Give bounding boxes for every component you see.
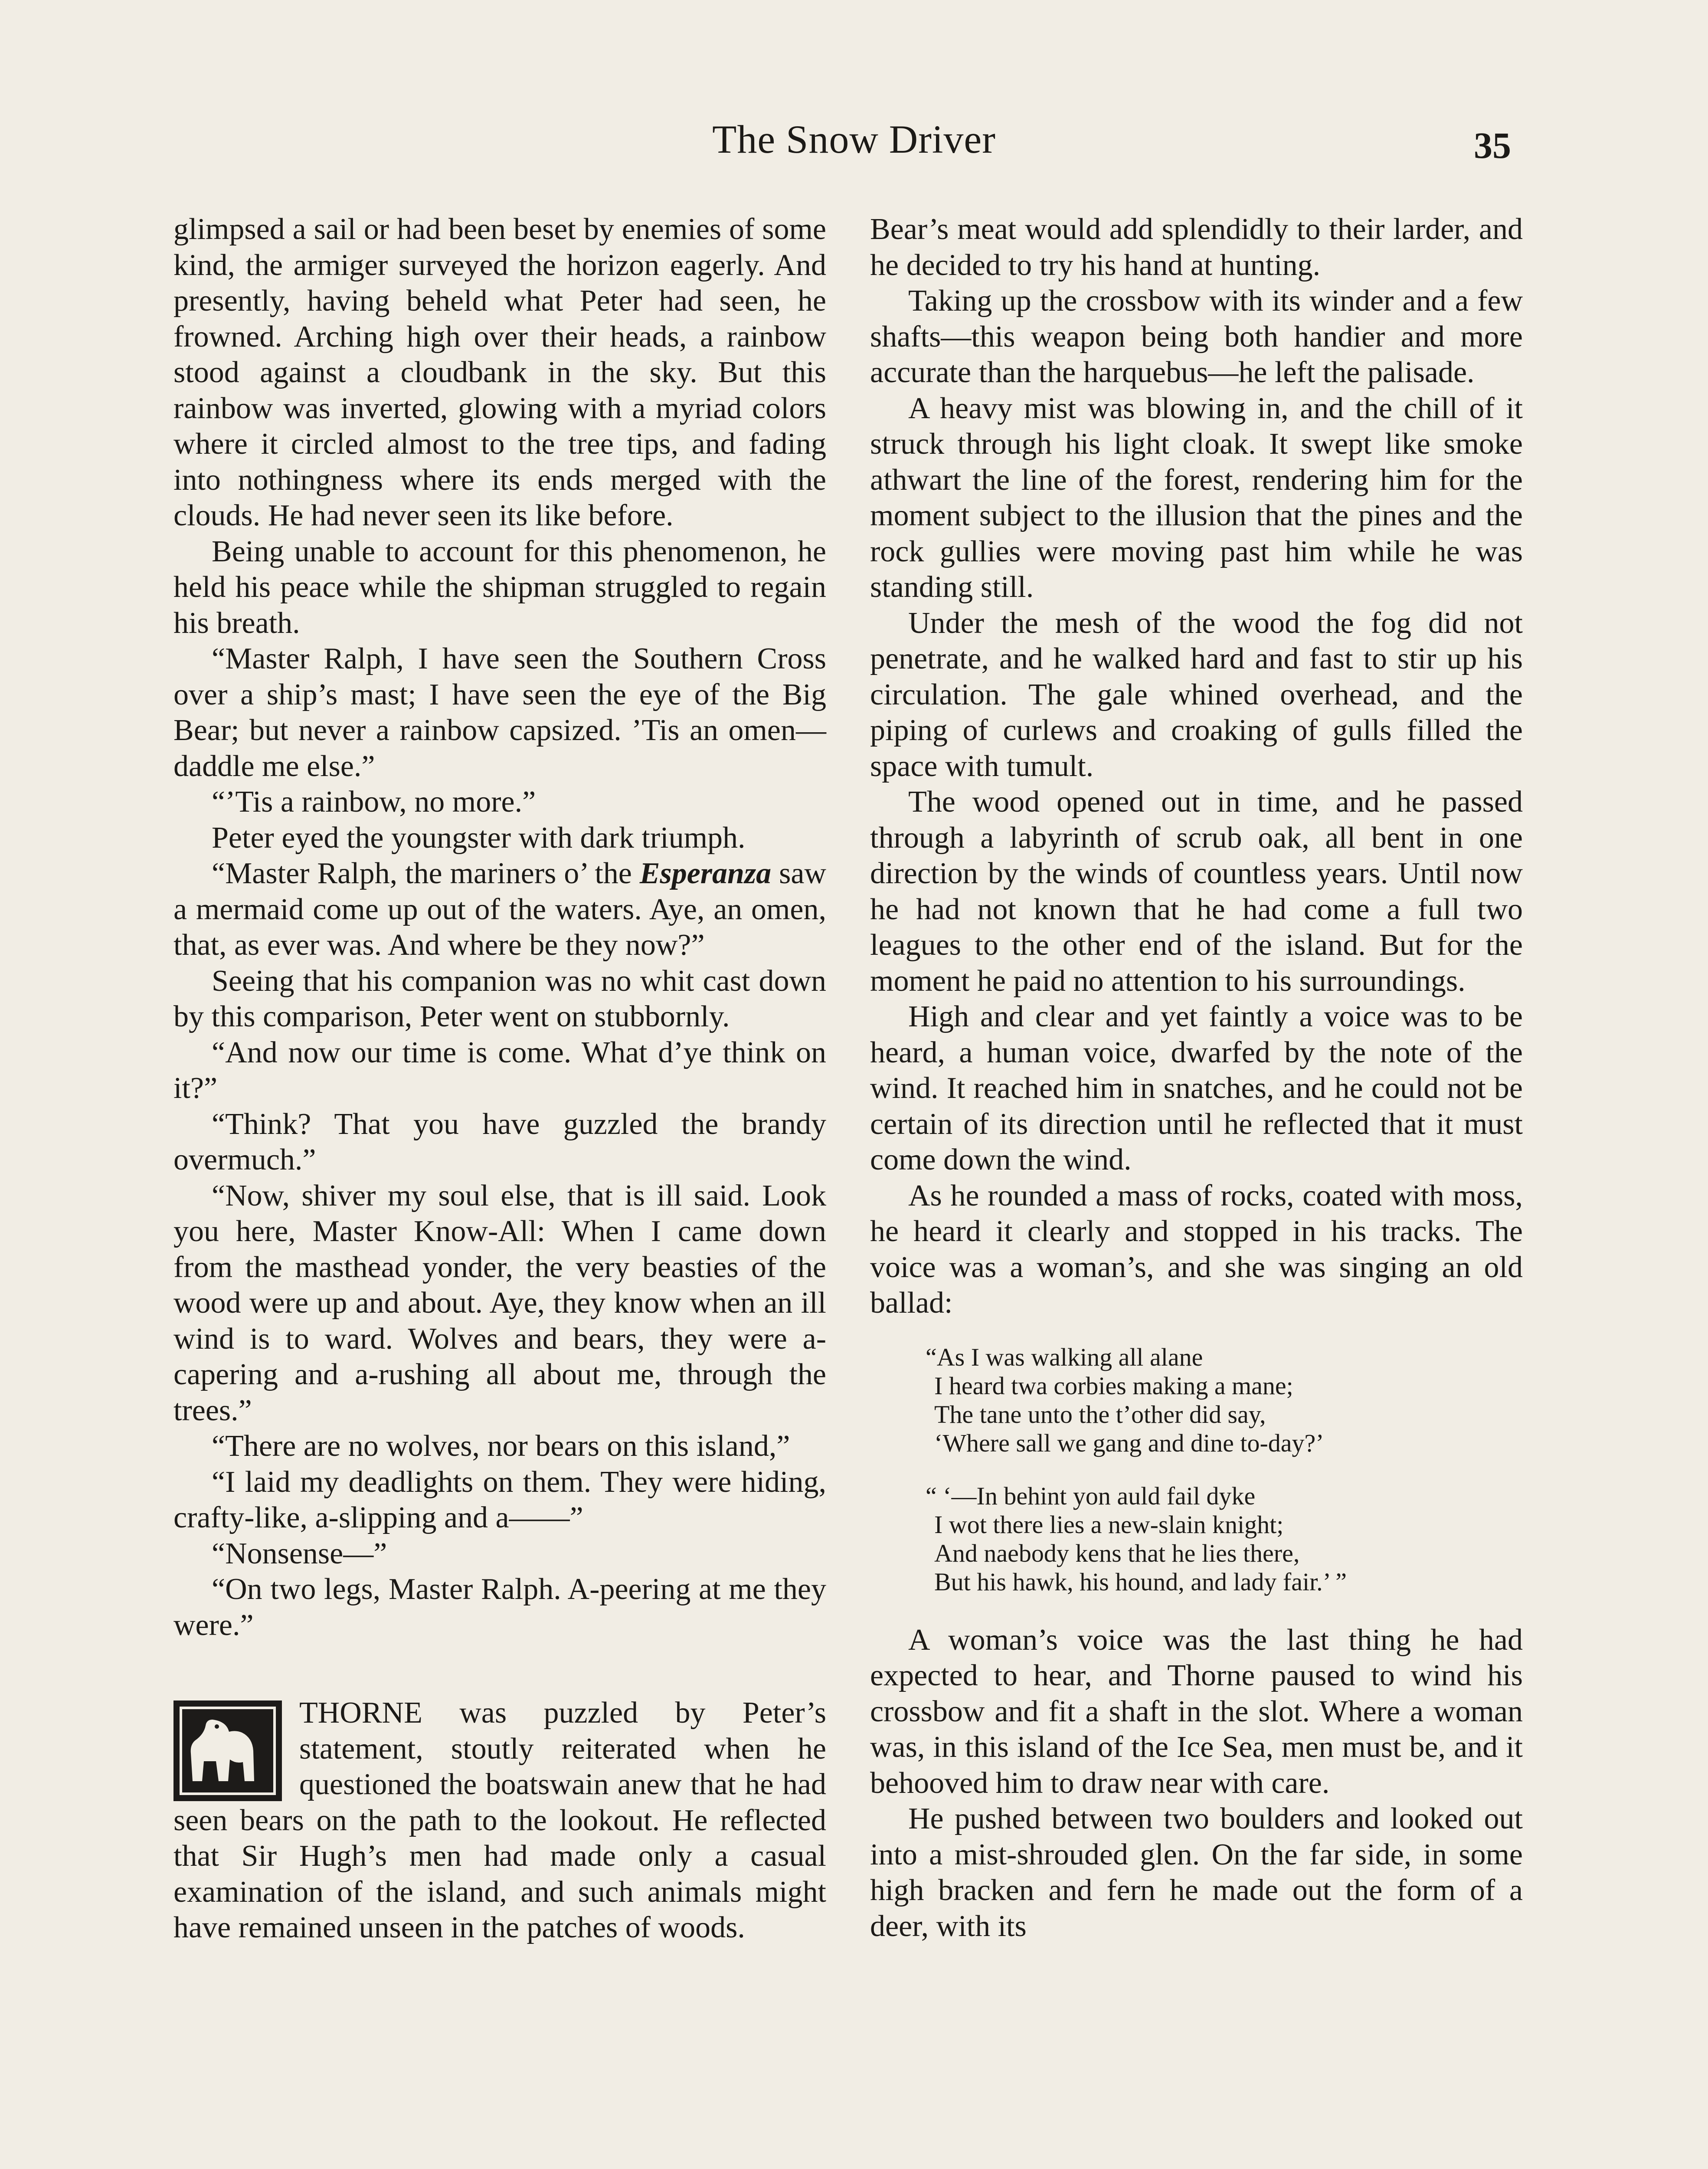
- paragraph: “On two legs, Master Ralph. A-peering at me they were.”: [173, 1573, 826, 1642]
- poem-line: ‘Where sall we gang and dine to-day?’: [934, 1429, 1324, 1457]
- poem-line: The tane unto the t’other did say,: [934, 1400, 1266, 1429]
- paragraph: “And now our time is come. What d’ye think on it?”: [173, 1035, 826, 1105]
- paragraph: Being unable to account for this phenomenon, he held his peace while the shipman struggled to regain his breath.: [173, 534, 826, 640]
- paragraph-esperanza: [173, 856, 826, 963]
- paragraph: A woman’s voice was the last thing he had expected to hear, and Thorne paused to wind his crossbow and fit a shaft in the slot. Where a woman was, in this island of the Ice Sea, men must be, and it behooved him to draw near with care.: [870, 1623, 1523, 1800]
- paragraph: A heavy mist was blowing in, and the chill of it struck through his light cloak. It swept like smoke athwart the line of the forest, rendering him for the moment subject to the illusion that the pines and the rock gullies were moving past him while he was standing still.: [870, 391, 1523, 604]
- post-poem-text: [870, 1622, 1523, 1945]
- running-header-title: The Snow Driver: [712, 117, 996, 161]
- ship-name: Esperanza: [639, 857, 772, 890]
- poem-line: “ ‘—In behint yon auld fail dyke: [926, 1481, 1256, 1510]
- poem-line: And naebody kens that he lies there,: [934, 1539, 1300, 1567]
- paragraph: He pushed between two boulders and looked out into a mist-shrouded glen. On the far side, in some high bracken and fern he made out the form of a deer, with its: [870, 1802, 1523, 1943]
- paragraph: “Nonsense—”: [212, 1537, 387, 1570]
- ballad-quote: [926, 1343, 1523, 1596]
- section-break: [173, 1695, 826, 1946]
- paragraph: Peter eyed the youngster with dark triumph.: [212, 821, 746, 855]
- paragraph-dropcap: THORNE was puzzled by Peter’s statement, stoutly reiterated when he questioned the boatswain anew that he had seen bears on the path to the lookout. He reflected that Sir Hugh’s men had made only a casual examination of the island, and such animals might have remained unseen in the patches of woods.: [173, 1696, 826, 1944]
- paragraph: “Think? That you have guzzled the brandy overmuch.”: [173, 1107, 826, 1176]
- paragraph: As he rounded a mass of rocks, coated with moss, he heard it clearly and stopped in his tracks. The voice was a woman’s, and she was singing an old ballad:: [870, 1179, 1523, 1320]
- left-column: [173, 212, 826, 1946]
- right-column: [870, 212, 1523, 1944]
- poem-line: “As I was walking all alane: [926, 1343, 1203, 1371]
- paragraph: “There are no wolves, nor bears on this island,”: [212, 1429, 790, 1463]
- paragraph: The wood opened out in time, and he passed through a labyrinth of scrub oak, all bent in one direction by the winds of countless years. Until now he had not known that he had come a full two leagues to the other end of the island. But for the moment he paid no attention to his surroundings.: [870, 785, 1523, 998]
- paragraph: Seeing that his companion was no whit cast down by this comparison, Peter went on stubbornly.: [173, 964, 826, 1033]
- page-number: 35: [1474, 125, 1511, 166]
- poem-stanza: [926, 1482, 1523, 1596]
- text-span: saw a mermaid come up out of the waters. Aye, an omen, that, as ever was. And where be they now?”: [173, 857, 826, 962]
- paragraph: Taking up the crossbow with its winder and a few shafts—this weapon being both handier and more accurate than the harquebus—he left the palisade.: [870, 284, 1523, 389]
- paragraph: glimpsed a sail or had been beset by enemies of some kind, the armiger surveyed the horizon eagerly. And presently, having beheld what Peter had seen, he frowned. Arching high over their heads, a rainbow stood against a cloudbank in the sky. But this rainbow was inverted, glowing with a myriad colors where it circled almost to the tree tips, and fading into nothingness where its ends merged with the clouds. He had never seen its like before.: [173, 213, 826, 532]
- paragraph: “Master Ralph, I have seen the Southern Cross over a ship’s mast; I have seen the eye of the Big Bear; but never a rainbow capsized. ’Tis an omen—daddle me else.”: [173, 642, 826, 783]
- poem-line: But his hawk, his hound, and lady fair.’ ”: [934, 1567, 1347, 1596]
- paragraph: “Now, shiver my soul else, that is ill said. Look you here, Master Know-All: When I came down from the masthead yonder, the very beasties of the wood were up and about. Aye, they know when an ill wind is to ward. Wolves and bears, they were a-capering and a-rushing all about me, through the trees.”: [173, 1179, 826, 1427]
- poem-stanza: [926, 1343, 1523, 1458]
- paragraph: Under the mesh of the wood the fog did not penetrate, and he walked hard and fast to stir up his circulation. The gale whined overhead, and the piping of curlews and croaking of gulls filled the space with tumult.: [870, 606, 1523, 783]
- paragraph: “I laid my deadlights on them. They were hiding, crafty-like, a-slipping and a——”: [173, 1465, 826, 1534]
- paragraph: “’Tis a rainbow, no more.”: [212, 785, 536, 819]
- paragraph: Bear’s meat would add splendidly to their larder, and he decided to try his hand at hunting.: [870, 213, 1523, 282]
- poem-line: I wot there lies a new-slain knight;: [934, 1510, 1284, 1539]
- paragraph: High and clear and yet faintly a voice was to be heard, a human voice, dwarfed by the note of the wind. It reached him in snatches, and he could not be certain of its direction until he reflected that it must come down the wind.: [870, 1000, 1523, 1176]
- decorative-initial-bear-icon: [173, 1700, 282, 1801]
- bear-silhouette-icon: [187, 1712, 269, 1790]
- text-span: “Master Ralph, the mariners o’ the: [212, 857, 640, 890]
- poem-line: I heard twa corbies making a mane;: [934, 1371, 1293, 1400]
